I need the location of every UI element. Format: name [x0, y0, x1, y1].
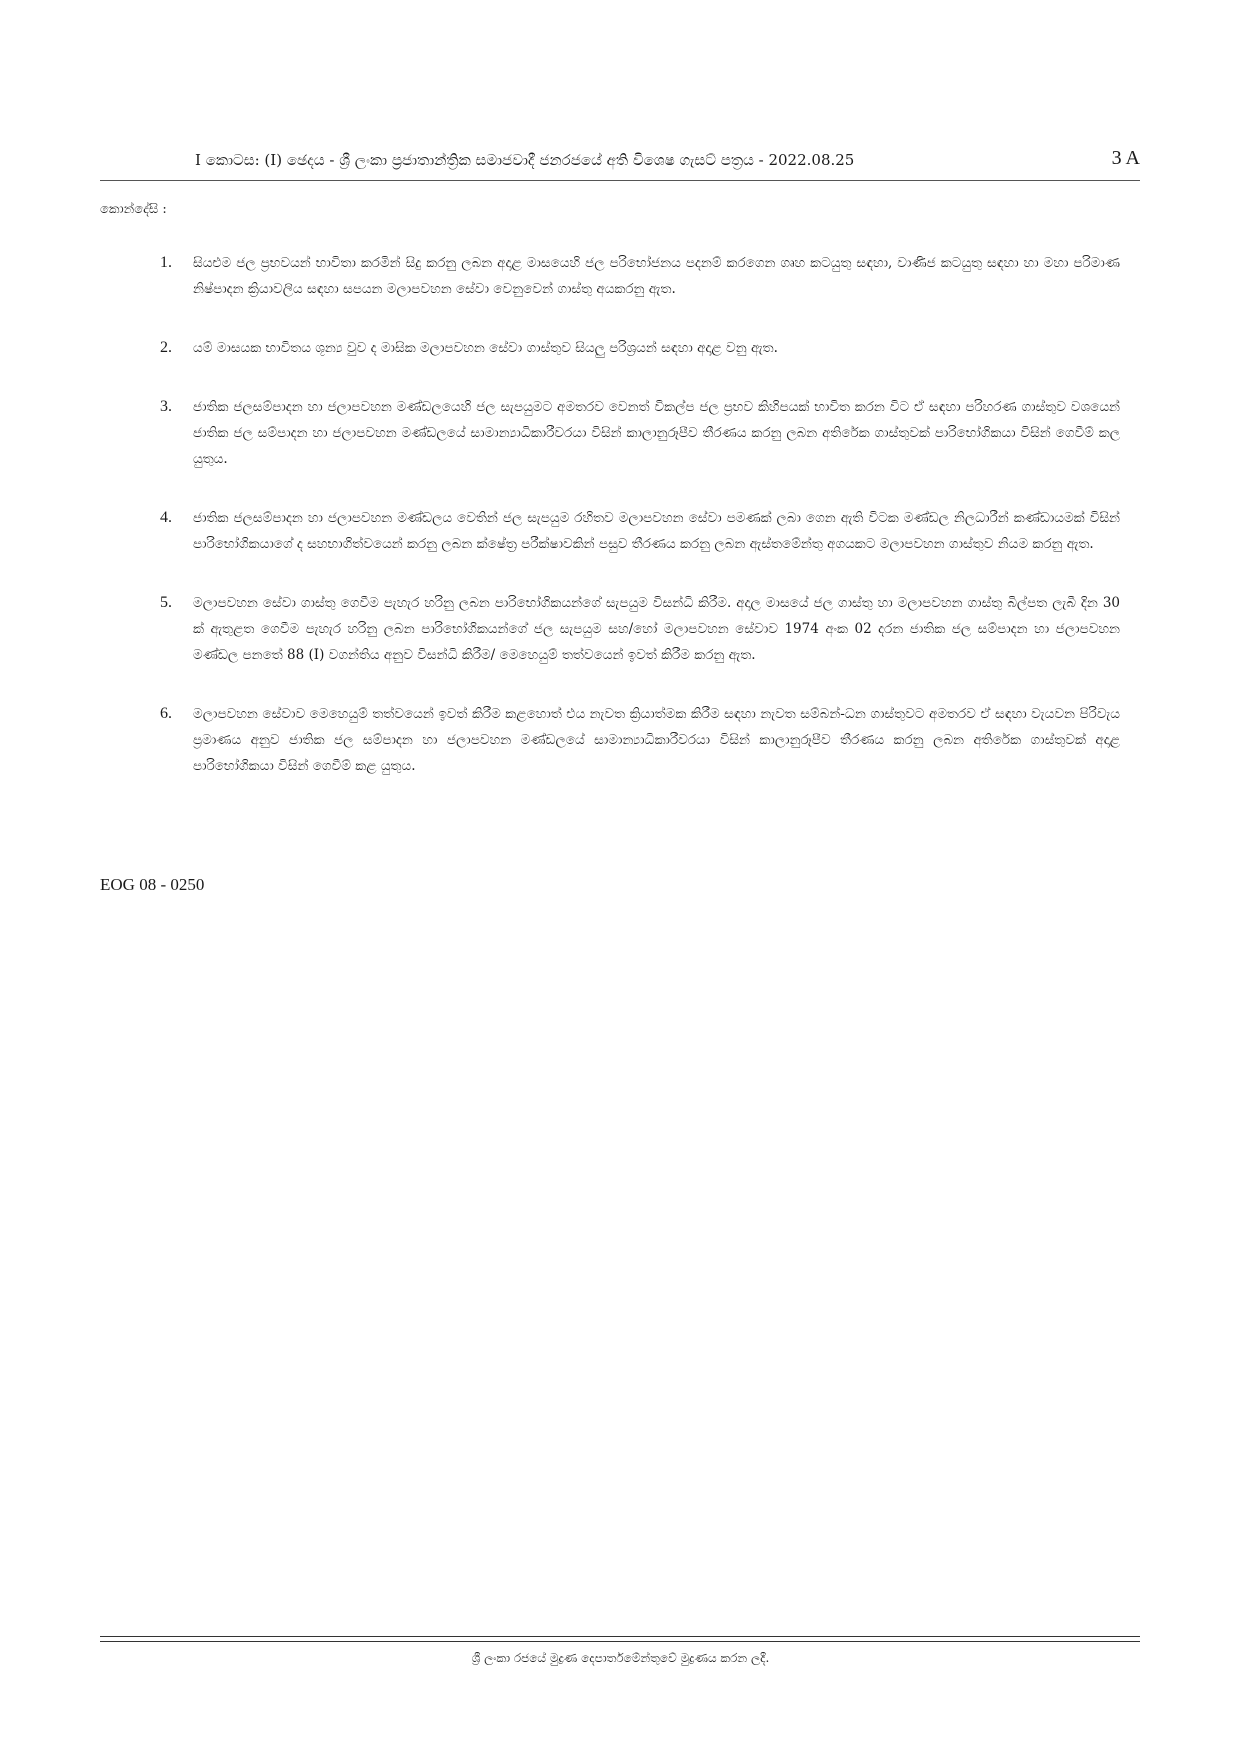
condition-number: 6.: [160, 705, 172, 722]
condition-item: [160, 250, 1120, 302]
gazette-header: [100, 148, 1140, 178]
printer-note: ශ්‍රී ලංකා රජයේ මුද්‍රණ දෙපාර්තමේන්තුවේ මුද්‍රණය කරන ලදී.: [471, 1651, 770, 1665]
condition-text: යම් මාසයක භාවිතය ශූන්‍ය වුව ද මාසික මලාපවහන සේවා ගාස්තුව සියලු පරිශ්‍රයන් සඳහා අදාළ වනු ඇත.: [193, 340, 778, 356]
condition-text: ජාතික ජලසම්පාදන හා ජලාපවහන මණ්ඩලයෙහි ජල සැපයුමට අමතරව වෙනත් විකල්ප ජල ප්‍රභව කිහිපයක් භාවිත කරන විට ඒ සඳහා පරිහරණ ගාස්තුව වශයෙන් ජාතික ජල සම්පාදන හා ජලාපවහන මණ්ඩලයේ සාමාන්‍යාධිකාරීවරයා විසින් කාලානුරූපීව තීරණය කරනු ලබන අතිරේක ගාස්තුවක් පාරිභෝගිකයා විසින් ගෙවීම් කල යුතුය.: [193, 399, 1120, 467]
condition-number: 3.: [160, 398, 172, 415]
condition-number: 1.: [160, 254, 172, 271]
condition-number: 4.: [160, 509, 172, 526]
condition-item: [160, 590, 1120, 668]
condition-item: [160, 701, 1120, 779]
header-divider: [100, 180, 1140, 181]
conditions-heading: කොන්දේසි :: [100, 202, 167, 217]
condition-number: 5.: [160, 594, 172, 611]
conditions-list: [160, 250, 1120, 812]
reference-code: EOG 08 - 0250: [100, 875, 205, 894]
condition-text: ජාතික ජලසම්පාදන හා ජලාපවහන මණ්ඩලය වෙතින් ජල සැපයුම රහිතව මලාපවහන සේවා පමණක් ලබා ගෙන ඇති විටක මණ්ඩල නිලධාරීන් කණ්ඩායමක් විසින් පාරිභෝගිකයාගේ ද සහභාගිත්වයෙන් කරනු ලබන ක්ෂේත්‍ර පරීක්ෂාවකින් පසුව තීරණය කරනු ලබන ඇස්තමේන්තු අගයකට මලාපවහන ගාස්තුව නියම කරනු ඇත.: [193, 510, 1120, 552]
gazette-header-title: I කොටස: (I) ඡෙදය - ශ්‍රී ලංකා ප්‍රජාතාන්ත්‍රික සමාජවාදී ජනරජයේ අති විශෙෂ ගැසට් පත්‍රය - 2022.08.25: [195, 151, 855, 169]
condition-text: මලාපවහන සේවාව මෙහෙයුම් තත්වයෙන් ඉවත් කිරීම කළහොත් එය නැවත ක්‍රියාත්මක කිරීම සඳහා නැවත සම්බන්-ධන ගාස්තුවට අමතරව ඒ සඳහා වැයවන පිරිවැය ප්‍රමාණය අනුව ජාතික ජල සම්පාදන හා ජලාපවහන මණ්ඩලයේ සාමාන්‍යාධිකාරීවරයා විසින් කාලානුරූපීව තීරණය කරනු ලබන අතිරේක ගාස්තුවක් අදාළ පාරිභෝගිකයා විසින් ගෙවීම් කළ යුතුය.: [193, 706, 1120, 774]
footer-divider-bottom: [100, 1641, 1140, 1642]
condition-item: [160, 335, 1120, 361]
condition-text: සියළුම ජල ප්‍රභවයන් භාවිතා කරමින් සිදු කරනු ලබන අදාළ මාසයෙහි ජල පරිභෝජනය පදනම් කරගෙන ගෘහ කටයුතු සඳහා, වාණිජ කටයුතු සඳහා හා මහා පරිමාණ නිෂ්පාදන ක්‍රියාවලිය සඳහා සපයන මලාපවහන සේවා වෙනුවෙන් ගාස්තු අයකරනු ඇත.: [193, 255, 1120, 297]
condition-text: මලාපවහන සේවා ගාස්තු ගෙවීම පැහැර හරිනු ලබන පාරිභෝගිකයන්ගේ සැපයුම විසන්ධි කිරීම. අදාල මාසයේ ජල ගාස්තු හා මලාපවහන ගාස්තු බිල්පත ලැබී දින 30 ක් ඇතුළත ගෙවීම පැහැර හරිනු ලබන පාරිභෝගිකයන්ගේ ජල සැපයුම සහ/හෝ මලාපවහන සේවාව 1974 අංක 02 දරන ජාතික ජල සම්පාදන හා ජලාපවහන මණ්ඩල පනතේ 88 (I) වගන්තිය අනුව විසන්ධි කිරීම/ මෙහෙයුම් තත්වයෙන් ඉවත් කිරීම කරනු ඇත.: [193, 595, 1120, 663]
footer-divider-top: [100, 1636, 1140, 1637]
condition-item: [160, 394, 1120, 472]
condition-item: [160, 505, 1120, 557]
page-number: 3 A: [1111, 147, 1140, 169]
condition-number: 2.: [160, 339, 172, 356]
